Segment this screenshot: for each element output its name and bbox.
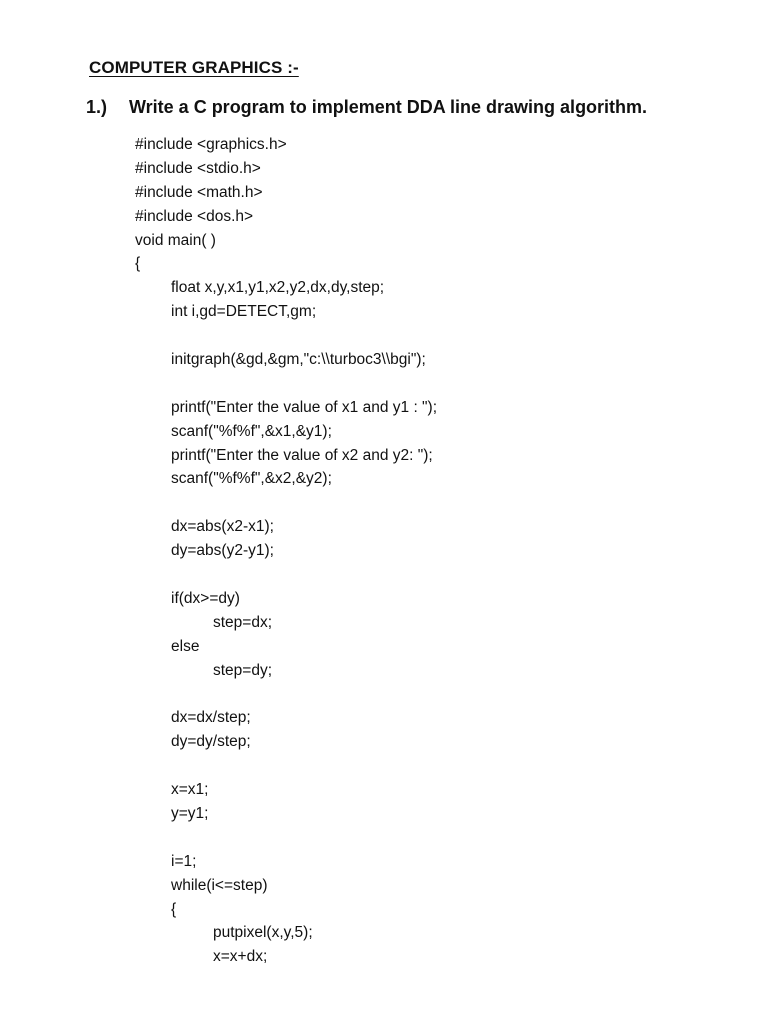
code-line: if(dx>=dy) [171, 589, 240, 607]
question-heading [86, 97, 647, 118]
code-line: { [171, 900, 177, 918]
code-line: x=x1; [171, 781, 209, 799]
code-line: int i,gd=DETECT,gm; [171, 303, 317, 321]
code-line: { [135, 255, 141, 273]
code-line: dy=abs(y2-y1); [171, 542, 274, 560]
code-line: #include <graphics.h> [135, 136, 287, 153]
code-line: i=1; [171, 852, 197, 870]
code-listing [135, 133, 735, 969]
question-number: 1.) [86, 97, 108, 117]
code-line: #include <dos.h> [135, 207, 254, 225]
code-line: printf("Enter the value of x1 and y1 : "); [171, 398, 438, 416]
code-line: x=x+dx; [213, 948, 268, 966]
blank-line [135, 682, 735, 706]
code-line: scanf("%f%f",&x1,&y1); [171, 422, 332, 440]
code-line: step=dy; [213, 661, 273, 679]
code-line: printf("Enter the value of x2 and y2: "); [171, 446, 433, 464]
code-line: initgraph(&gd,&gm,"c:\\turboc3\\bgi"); [171, 351, 426, 369]
code-line: dx=dx/step; [171, 709, 251, 727]
blank-line [135, 754, 735, 778]
code-line: scanf("%f%f",&x2,&y2); [171, 470, 332, 488]
blank-line [135, 372, 735, 396]
code-line: step=dx; [213, 613, 273, 631]
code-line: #include <stdio.h> [135, 159, 261, 177]
code-line: dy=dy/step; [171, 733, 251, 751]
code-line: dx=abs(x2-x1); [171, 518, 274, 536]
code-line: float x,y,x1,y1,x2,y2,dx,dy,step; [171, 279, 385, 297]
blank-line [135, 563, 735, 587]
code-line: while(i<=step) [171, 876, 268, 894]
code-line: #include <math.h> [135, 183, 263, 201]
section-title: COMPUTER GRAPHICS :- [89, 58, 299, 77]
code-line: else [171, 637, 200, 655]
question-text: Write a C program to implement DDA line drawing algorithm. [129, 97, 648, 117]
code-line: y=y1; [171, 804, 209, 822]
blank-line [135, 491, 735, 515]
blank-line [135, 324, 735, 348]
blank-line [135, 826, 735, 850]
code-line: putpixel(x,y,5); [213, 924, 313, 942]
code-line: void main( ) [135, 231, 216, 249]
